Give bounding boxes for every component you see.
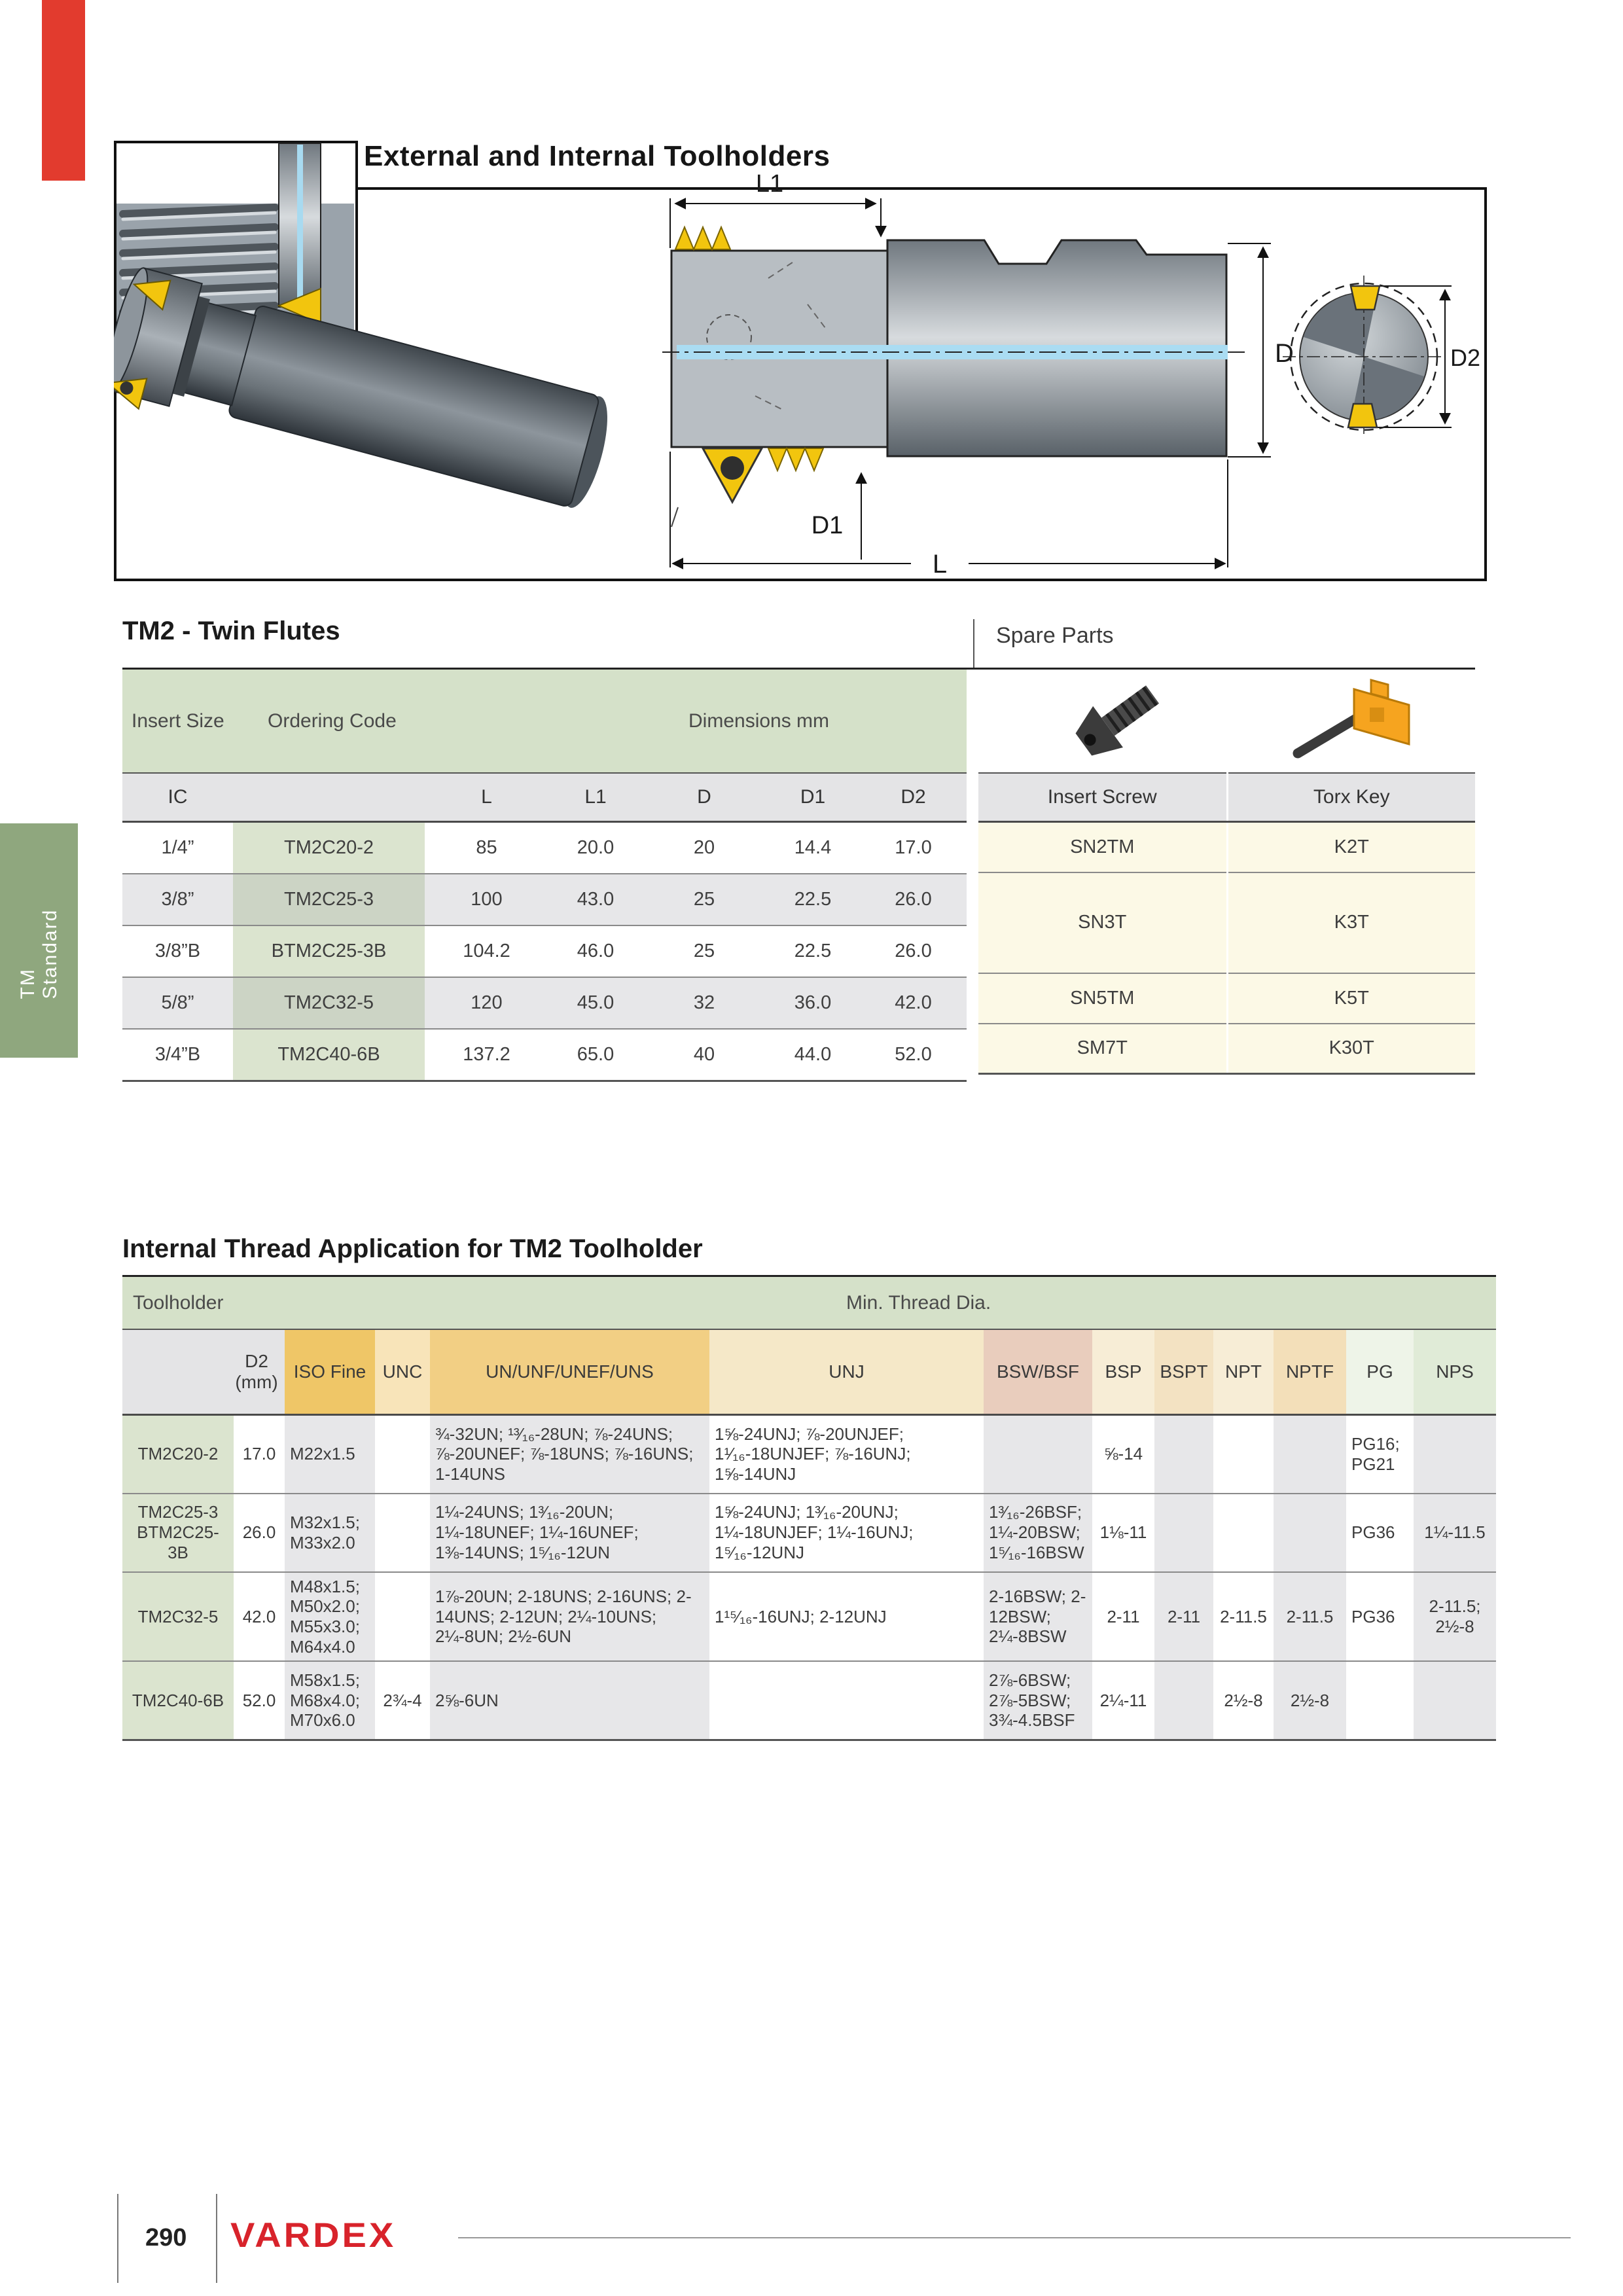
col-bsw-bsf: BSW/BSF bbox=[984, 1329, 1092, 1415]
side-view-drawing bbox=[662, 227, 1246, 527]
col-unc: UNC bbox=[375, 1329, 430, 1415]
table-row: SN5TM K5T bbox=[978, 973, 1475, 1024]
col-unj: UNJ bbox=[709, 1329, 984, 1415]
col-nptf: NPTF bbox=[1274, 1329, 1346, 1415]
dim-label-l1: L1 bbox=[755, 170, 784, 198]
page-title: External and Internal Toolholders bbox=[364, 140, 830, 172]
tm2-band-insert-size: Insert Size bbox=[132, 709, 224, 732]
col-bspt: BSPT bbox=[1154, 1329, 1213, 1415]
thread-header-band bbox=[122, 1277, 1496, 1329]
table-row: 3/8” TM2C25-3 100 43.0 25 22.5 26.0 bbox=[122, 874, 967, 925]
col-ic: IC bbox=[122, 773, 233, 822]
table-row: SN2TM K2T bbox=[978, 822, 1475, 872]
toolholder-photo bbox=[114, 265, 618, 528]
col-bsp: BSP bbox=[1092, 1329, 1154, 1415]
thread-band-toolholder: Toolholder bbox=[133, 1291, 224, 1314]
table-row: TM2C32-5 42.0 M48x1.5; M50x2.0; M55x3.0; M64x4.0 1⅞-20UN; 2-18UNS; 2-16UNS; 2-14UNS; 2-12UN; 2¼-10UNS; 2¼-8UN; 2½-6UN 1¹⁵⁄₁₆-16UNJ; 2-12UNJ 2-16BSW; 2-12BSW; 2¼-8BSW 2-11 2-11 2-11.5 2-11.5 PG36 2-11.5; 2½-8 bbox=[122, 1572, 1496, 1662]
col-l: L bbox=[425, 773, 548, 822]
dim-label-l: L bbox=[932, 550, 948, 579]
table-row: 3/8”B BTM2C25-3B 104.2 46.0 25 22.5 26.0 bbox=[122, 925, 967, 977]
col-d2: D2 bbox=[860, 773, 967, 822]
thread-application-table bbox=[122, 1329, 1496, 1741]
end-view-drawing bbox=[1283, 276, 1445, 438]
col-torx-key: Torx Key bbox=[1227, 773, 1475, 822]
table-row: SN3T K3T bbox=[978, 872, 1475, 973]
page-number: 290 bbox=[145, 2224, 187, 2251]
tm2-header-band bbox=[122, 670, 967, 772]
corner-marker bbox=[42, 0, 85, 181]
dim-label-d1: D1 bbox=[811, 512, 844, 539]
col-d1: D1 bbox=[766, 773, 860, 822]
thread-header-row bbox=[122, 1329, 1496, 1415]
thread-section-title: Internal Thread Application for TM2 Toolholder bbox=[122, 1234, 703, 1263]
col-pg: PG bbox=[1346, 1329, 1414, 1415]
toolholder-drawing bbox=[114, 141, 1488, 583]
spare-header-row bbox=[978, 773, 1475, 822]
thread-band-min-dia: Min. Thread Dia. bbox=[846, 1291, 991, 1314]
tm2-band-dimensions: Dimensions mm bbox=[688, 709, 830, 732]
tm2-table bbox=[122, 772, 967, 1082]
tm2-section-title: TM2 - Twin Flutes bbox=[122, 617, 340, 645]
table-row: 5/8” TM2C32-5 120 45.0 32 36.0 42.0 bbox=[122, 977, 967, 1029]
spare-parts-band bbox=[978, 670, 1475, 772]
col-iso-fine: ISO Fine bbox=[285, 1329, 375, 1415]
col-insert-screw: Insert Screw bbox=[978, 773, 1227, 822]
brand-logo: VARDEX bbox=[230, 2215, 397, 2255]
insert-screw-image bbox=[1050, 677, 1181, 766]
sidebar-tab-tm-standard bbox=[0, 823, 78, 1058]
sidebar-tab-label: TM Standard bbox=[16, 908, 61, 999]
table-row: TM2C25-3 BTM2C25-3B 26.0 M32x1.5; M33x2.0 1¼-24UNS; 1³⁄₁₆-20UN; 1¼-18UNEF; 1¼-16UNEF; 1⅜-14UNS; 1⁵⁄₁₆-12UN 1⅝-24UNJ; 1³⁄₁₆-20UNJ; 1¼-18UNJEF; 1¼-16UNJ; 1⁵⁄₁₆-12UNJ 1³⁄₁₆-26BSF; 1¼-20BSW; 1⁵⁄₁₆-16BSW 1⅛-11 PG36 1¼-11.5 bbox=[122, 1494, 1496, 1572]
table-row: TM2C40-6B 52.0 M58x1.5; M68x4.0; M70x6.0 2¾-4 2⅝-6UN 2⅞-6BSW; 2⅞-5BSW; 3¾-4.5BSF 2¼-11 2½-8 2½-8 bbox=[122, 1661, 1496, 1740]
footer-rule bbox=[458, 2237, 1571, 2238]
tm2-band-ordering-code: Ordering Code bbox=[268, 709, 397, 732]
spare-parts-table bbox=[978, 772, 1475, 1075]
spare-parts-title: Spare Parts bbox=[996, 623, 1114, 648]
tm2-header-row bbox=[122, 773, 967, 822]
col-d2-mm: D2 (mm) bbox=[234, 1329, 285, 1415]
table-row: TM2C20-2 17.0 M22x1.5 ¾-32UN; ¹³⁄₁₆-28UN; ⅞-24UNS; ⅞-20UNEF; ⅞-18UNS; ⅞-16UNS; 1-14UNS 1⅝-24UNJ; ⅞-20UNJEF; 1¹⁄₁₆-18UNJEF; ⅞-16UNJ; 1⅝-14UNJ ⅝-14 PG16; PG21 bbox=[122, 1415, 1496, 1494]
col-l1: L1 bbox=[548, 773, 643, 822]
dim-label-d2: D2 bbox=[1450, 344, 1481, 371]
torx-key-image bbox=[1286, 676, 1423, 768]
footer-divider-left bbox=[117, 2194, 118, 2283]
table-row: SM7T K30T bbox=[978, 1024, 1475, 1074]
col-d: D bbox=[643, 773, 766, 822]
footer-divider-right bbox=[216, 2194, 217, 2283]
spare-title-divider bbox=[973, 619, 974, 669]
col-npt: NPT bbox=[1213, 1329, 1274, 1415]
col-nps: NPS bbox=[1414, 1329, 1496, 1415]
col-un-unf-unef-uns: UN/UNF/UNEF/UNS bbox=[430, 1329, 709, 1415]
table-row: 1/4” TM2C20-2 85 20.0 20 14.4 17.0 bbox=[122, 822, 967, 874]
dim-label-d: D bbox=[1275, 339, 1294, 368]
table-row: 3/4”B TM2C40-6B 137.2 65.0 40 44.0 52.0 bbox=[122, 1029, 967, 1081]
